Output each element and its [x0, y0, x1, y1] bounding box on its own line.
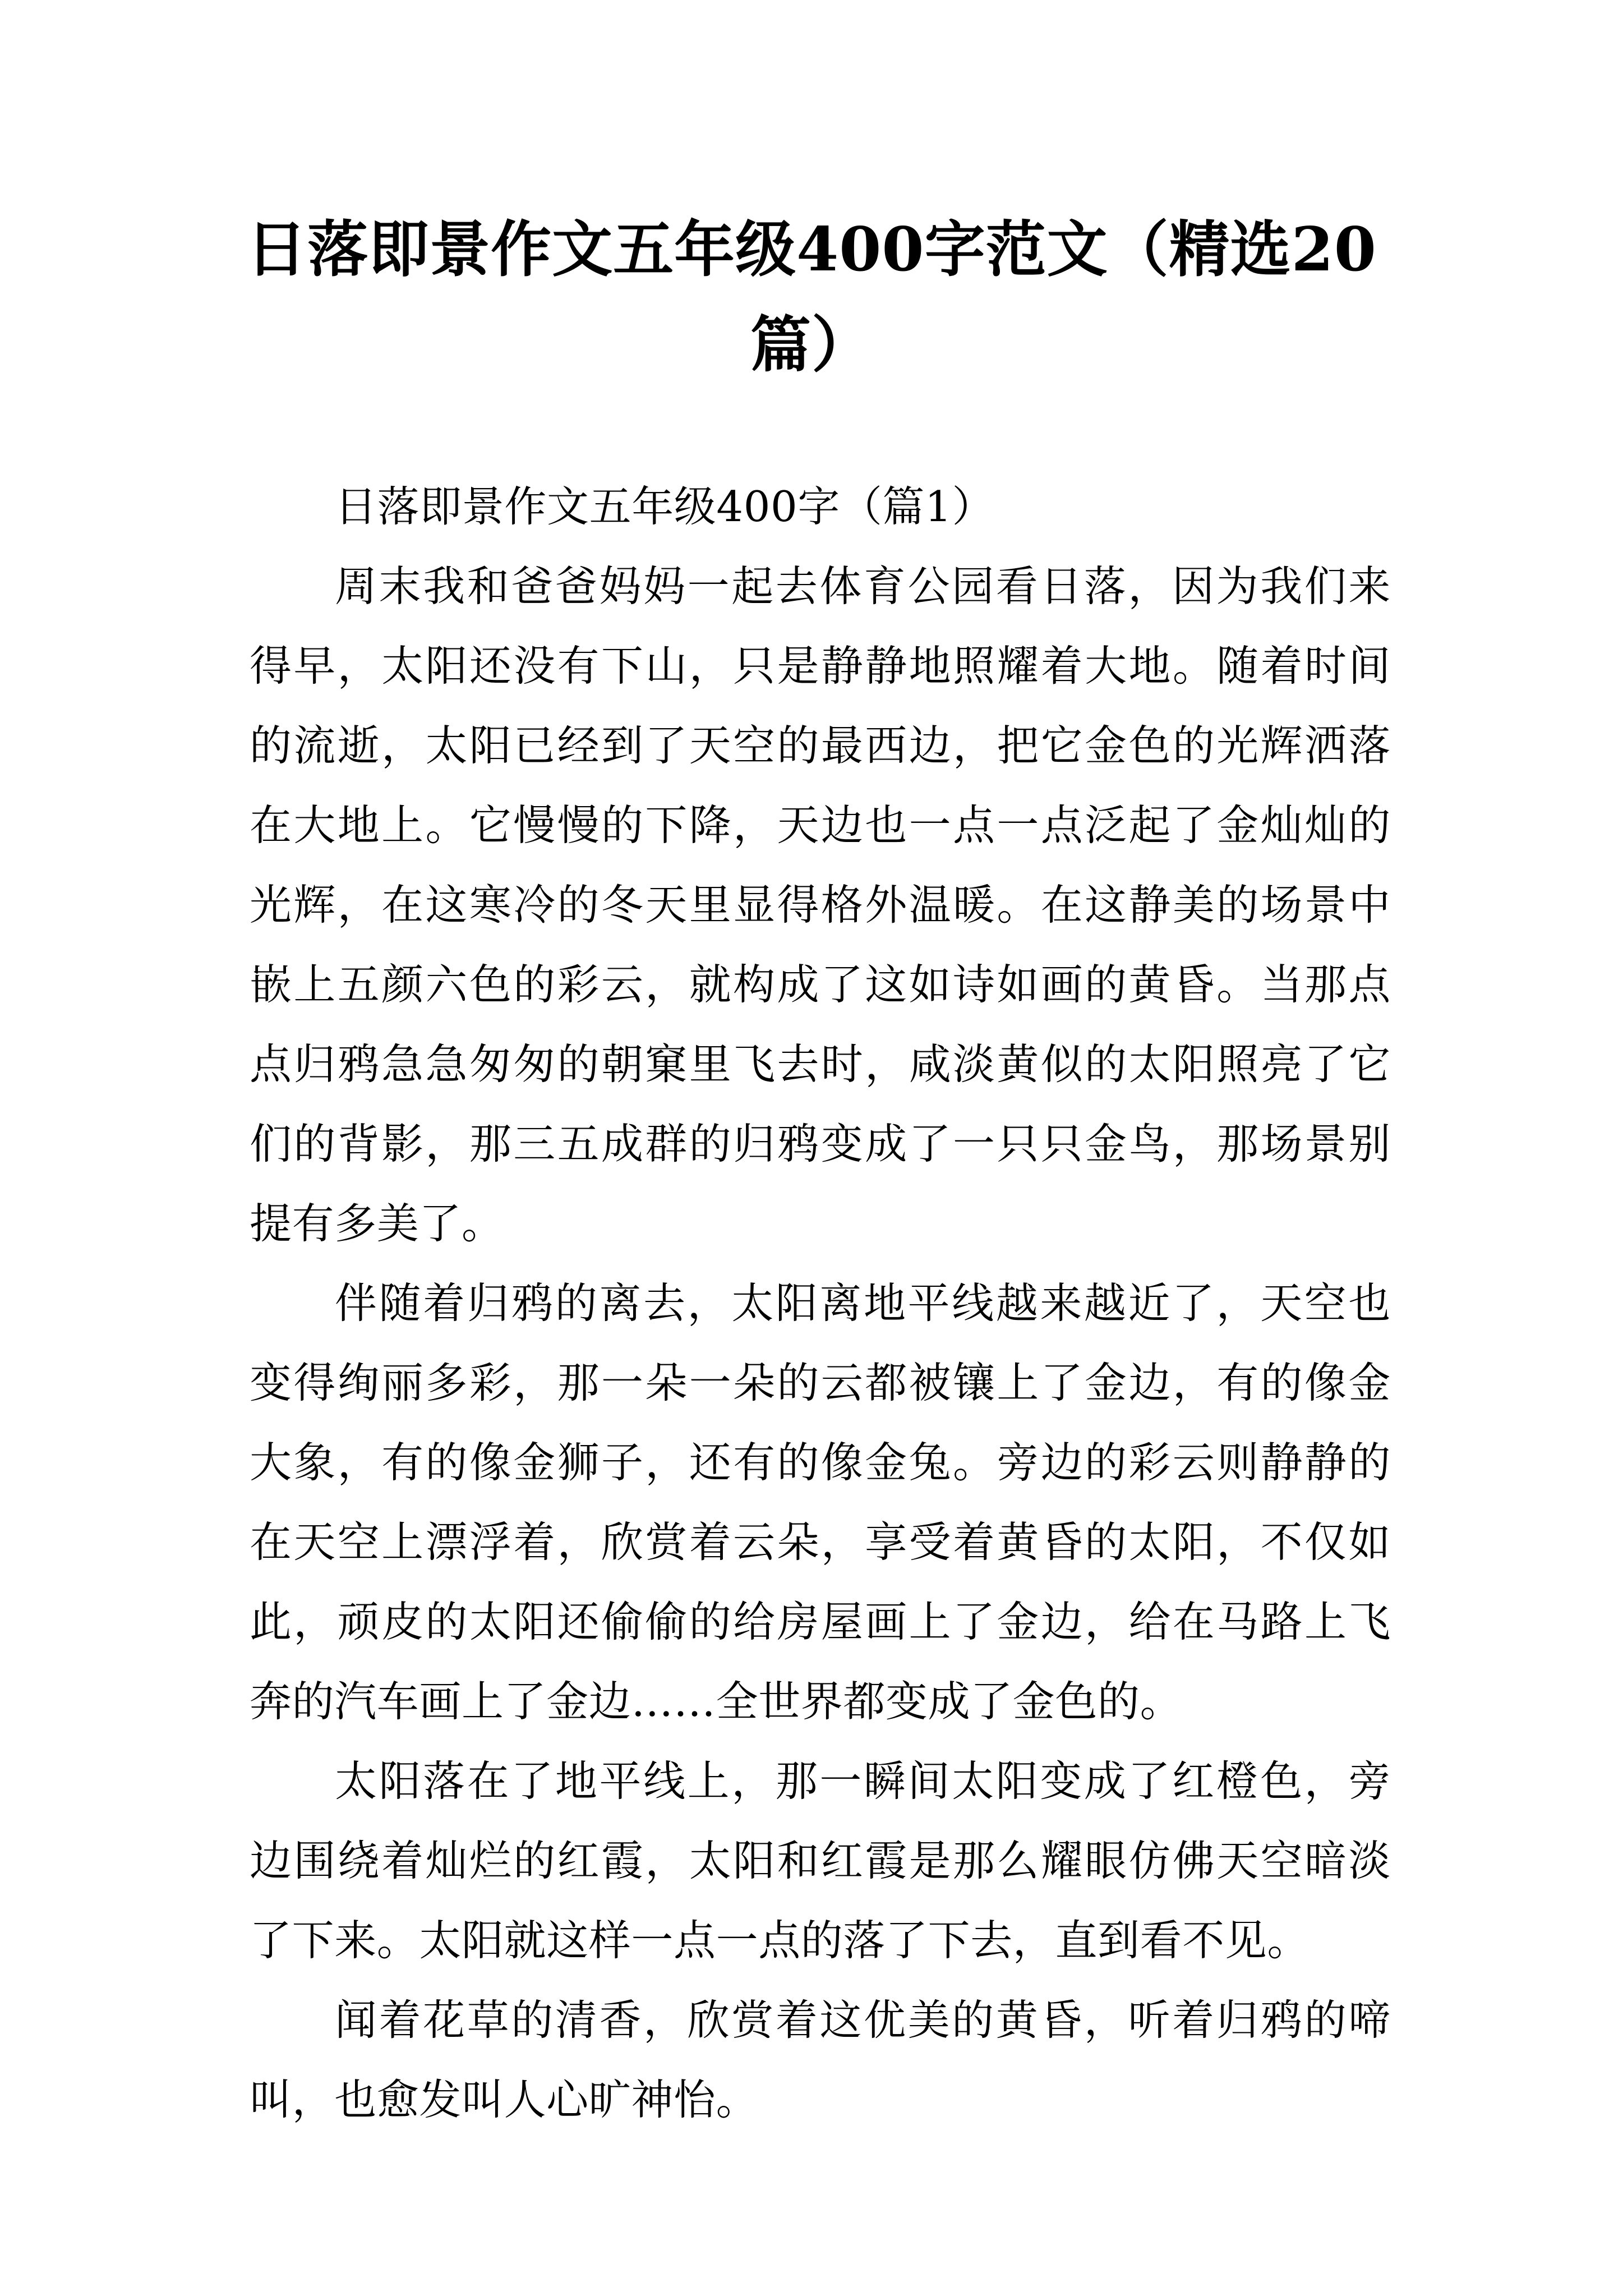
body-paragraph-1: 周末我和爸爸妈妈一起去体育公园看日落，因为我们来得早，太阳还没有下山，只是静静地照耀着大地。随着时间的流逝，太阳已经到了天空的最西边，把它金色的光辉洒落在大地上。它慢慢的下降，天边也一点一点泛起了金灿灿的光辉，在这寒冷的冬天里显得格外温暖。在这静美的场景中嵌上五颜六色的彩云，就构成了这如诗如画的黄昏。当那点点归鸦急急匆匆的朝窠里飞去时，咸淡黄似的太阳照亮了它们的背影，那三五成群的归鸦变成了一只只金鸟，那场景别提有多美了。 — [250, 562, 1391, 1248]
body-paragraph-3: 太阳落在了地平线上，那一瞬间太阳变成了红橙色，旁边围绕着灿烂的红霞，太阳和红霞是那么耀眼仿佛天空暗淡了下来。太阳就这样一点一点的落了下去，直到看不见。 — [250, 1756, 1391, 1965]
body-paragraph-4: 闻着花草的清香，欣赏着这优美的黄昏，听着归鸦的啼叫，也愈发叫人心旷神怡。 — [250, 1995, 1391, 2124]
document-body — [250, 467, 1391, 2139]
body-paragraph-2: 伴随着归鸦的离去，太阳离地平线越来越近了，天空也变得绚丽多彩，那一朵一朵的云都被镶上了金边，有的像金大象，有的像金狮子，还有的像金兔。旁边的彩云则静静的在天空上漂浮着，欣赏着云朵，享受着黄昏的太阳，不仅如此，顽皮的太阳还偷偷的给房屋画上了金边，给在马路上飞奔的汽车画上了金边……全世界都变成了金色的。 — [250, 1278, 1391, 1726]
section-heading: 日落即景作文五年级400字（篇1） — [335, 482, 995, 531]
document-title: 日落即景作文五年级400字范文（精选20篇） — [246, 214, 1377, 380]
